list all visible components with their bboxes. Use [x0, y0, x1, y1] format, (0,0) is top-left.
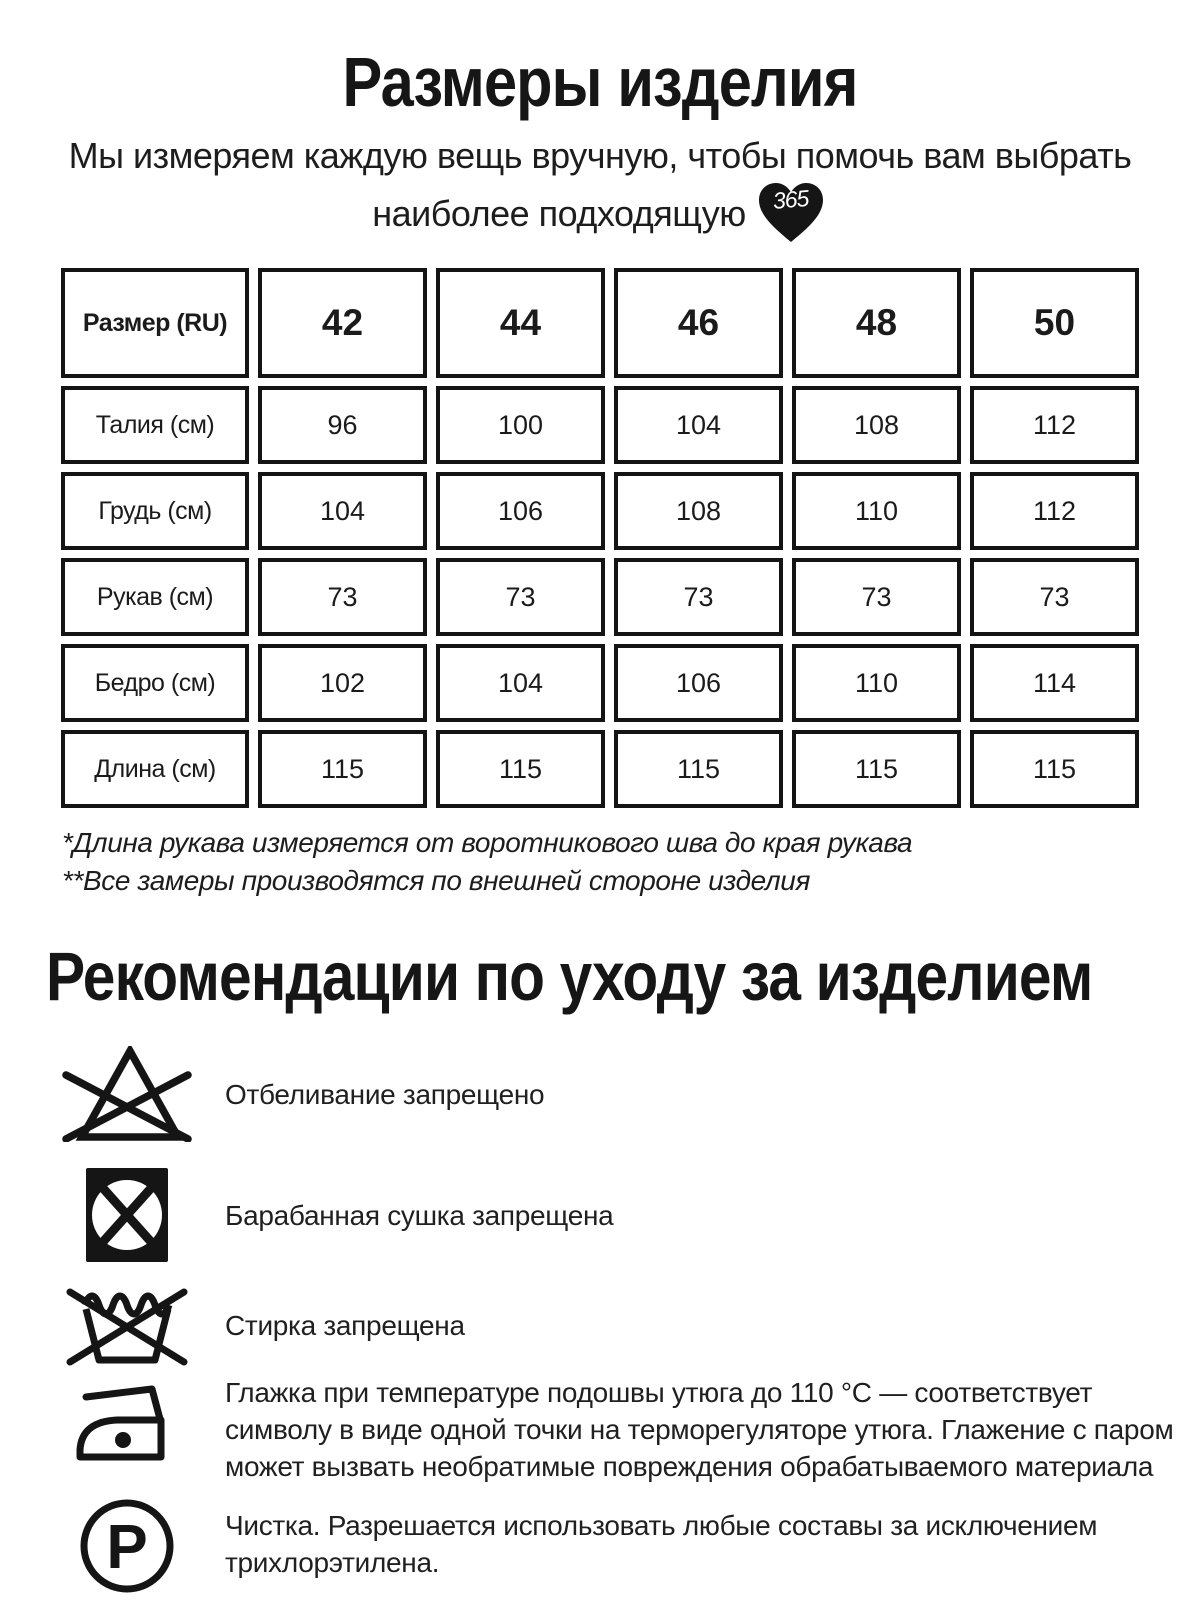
subtitle-line-2 [0, 180, 1200, 246]
svg-text:P: P [106, 1513, 148, 1582]
footnote-outer-side: **Все замеры производятся по внешней стороне изделия [62, 865, 811, 896]
length-value: 115 [970, 730, 1139, 808]
waist-value: 108 [792, 386, 961, 464]
chest-value: 108 [614, 472, 783, 550]
sleeve-value: 73 [258, 558, 427, 636]
care-item-no-bleach [0, 1044, 1200, 1144]
sleeve-value: 73 [792, 558, 961, 636]
chest-value: 112 [970, 472, 1139, 550]
care-instructions-list [0, 1044, 1200, 1595]
do-not-tumble-dry-icon [56, 1165, 198, 1265]
row-label-sleeve: Рукав (см) [61, 558, 249, 636]
product-size-care-sheet [0, 43, 1200, 1600]
care-item-text: Чистка. Разрешается использовать любые составы за исключением трихлорэтилена. [225, 1510, 1098, 1578]
chest-value: 106 [436, 472, 605, 550]
footnotes [62, 824, 1200, 900]
size-column-50: 50 [970, 268, 1139, 378]
chest-value: 104 [258, 472, 427, 550]
dry-clean-p-icon [56, 1497, 198, 1595]
row-label-waist: Талия (см) [61, 386, 249, 464]
care-item-no-tumble-dry [0, 1164, 1200, 1266]
page-title: Размеры изделия [342, 43, 858, 121]
iron-one-dot-icon [56, 1380, 198, 1466]
do-not-bleach-icon [56, 1046, 198, 1142]
row-label-chest: Грудь (см) [61, 472, 249, 550]
waist-value: 104 [614, 386, 783, 464]
subtitle-line-1: Мы измеряем каждую вещь вручную, чтобы помочь вам выбрать [68, 135, 1132, 176]
care-item-iron-low [0, 1374, 1200, 1485]
length-value: 115 [436, 730, 605, 808]
row-label-hip: Бедро (см) [61, 644, 249, 722]
size-column-48: 48 [792, 268, 961, 378]
chest-value: 110 [792, 472, 961, 550]
sleeve-value: 73 [436, 558, 605, 636]
hip-value: 114 [970, 644, 1139, 722]
waist-value: 96 [258, 386, 427, 464]
care-item-no-wash [0, 1282, 1200, 1368]
size-table [61, 268, 1139, 808]
sleeve-value: 73 [970, 558, 1139, 636]
subtitle-line-2-text: наиболее подходящую [372, 193, 746, 234]
sleeve-value: 73 [614, 558, 783, 636]
sizes-subtitle [0, 132, 1200, 246]
size-column-46: 46 [614, 268, 783, 378]
care-item-text: Барабанная сушка запрещена [225, 1199, 614, 1231]
waist-value: 112 [970, 386, 1139, 464]
care-item-text: Стирка запрещена [225, 1309, 465, 1341]
hip-value: 106 [614, 644, 783, 722]
hip-value: 104 [436, 644, 605, 722]
care-item-text: Отбеливание запрещено [225, 1078, 545, 1110]
size-column-42: 42 [258, 268, 427, 378]
hip-value: 110 [792, 644, 961, 722]
length-value: 115 [614, 730, 783, 808]
row-label-length: Длина (см) [61, 730, 249, 808]
size-column-44: 44 [436, 268, 605, 378]
footnote-sleeve-measurement: *Длина рукава измеряется от воротникового шва до края рукава [62, 827, 913, 858]
care-item-dry-clean [0, 1497, 1200, 1595]
size-table-header-label: Размер (RU) [61, 268, 249, 378]
care-item-text: Глажка при температуре подошвы утюга до 110 °C — соответствует символу в виде одной точки на терморегуляторе утюга. Глажение с паром может вызвать необратимые повреждения обрабатываемого материала [225, 1377, 1174, 1482]
do-not-wash-icon [56, 1283, 198, 1367]
length-value: 115 [792, 730, 961, 808]
care-section-title: Рекомендации по уходу за изделием [46, 938, 1093, 1015]
length-value: 115 [258, 730, 427, 808]
hip-value: 102 [258, 644, 427, 722]
heart-badge-label: 365 [771, 184, 810, 214]
waist-value: 100 [436, 386, 605, 464]
heart-365-badge-icon [754, 180, 828, 246]
